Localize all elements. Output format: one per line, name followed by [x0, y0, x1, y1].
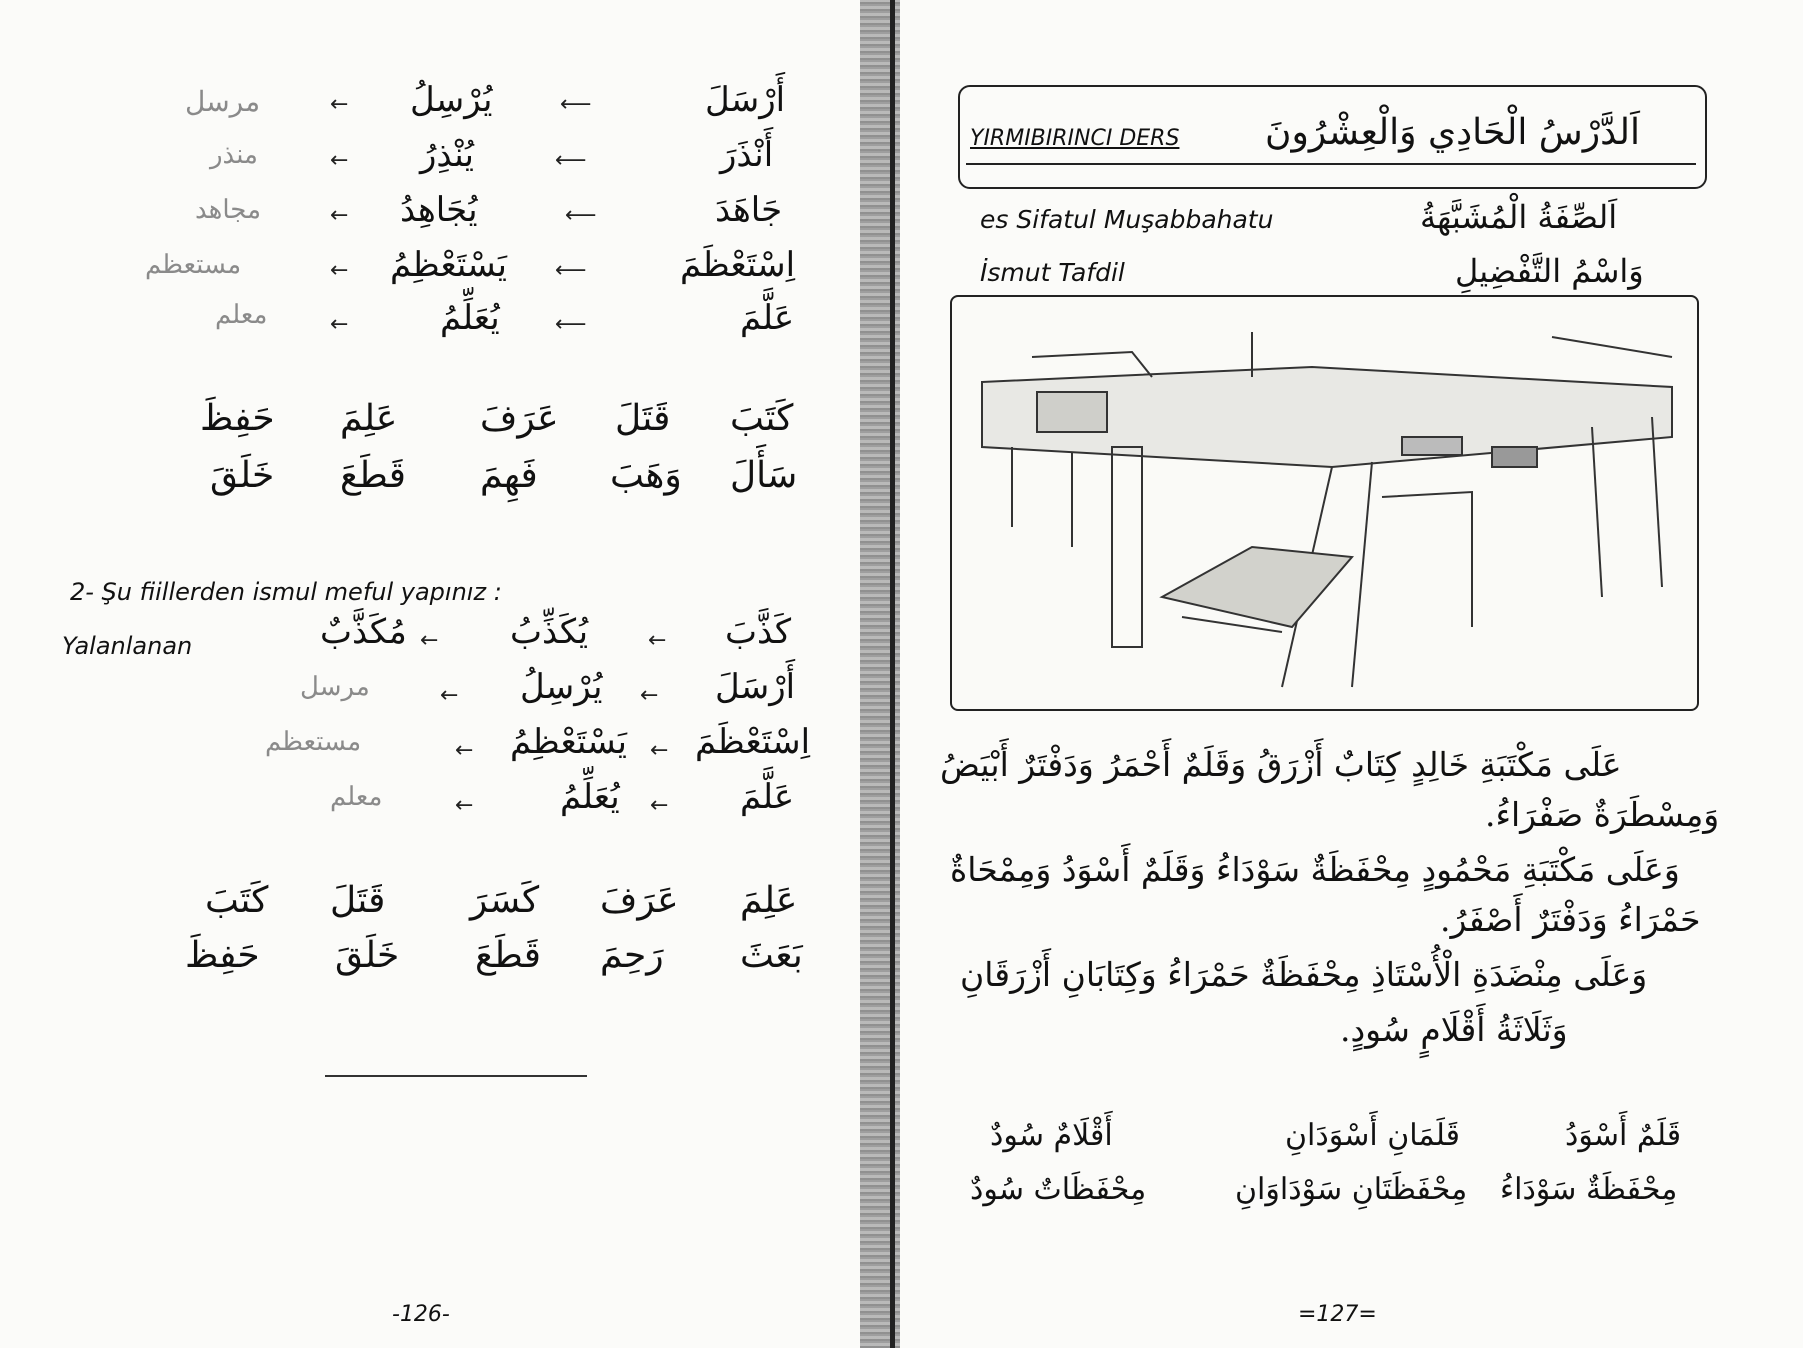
arrow-left-icon: ← [648, 628, 667, 653]
present-verb: يُرْسِلُ [520, 667, 603, 707]
arrow-left-icon: ← [440, 683, 459, 708]
desk-illustration [950, 295, 1699, 711]
present-verb: يُكَذِّبُ [510, 612, 589, 652]
verb: كَتَبَ [205, 880, 269, 921]
verb: عَرَفَ [600, 880, 679, 921]
arrow-left-icon: ← [650, 738, 669, 763]
base-verb: أَرْسَلَ [715, 667, 796, 707]
verb: قَطَعَ [340, 455, 406, 496]
base-verb: كَذَّبَ [725, 612, 792, 652]
result: مُكَذَّبٌ [320, 612, 407, 652]
dual-form: قَلَمَانِ أَسْوَدَانِ [1285, 1118, 1461, 1153]
paragraph-line: وَعَلَى مِنْضَدَةِ الْأُسْتَاذِ مِحْفَظَةٌ حَمْرَاءُ وَكِتَابَانِ أَزْرَقَانِ [960, 955, 1648, 994]
verb: وَهَبَ [610, 455, 682, 496]
verb: سَأَلَ [730, 455, 798, 496]
base-verb: أَنْذَرَ [720, 135, 774, 175]
arrow-left-icon: ⟵ [560, 92, 592, 117]
page-number: =127= [1298, 1302, 1377, 1327]
verb: رَحِمَ [600, 935, 664, 976]
title-underline [966, 163, 1696, 165]
lesson-title-arabic: اَلدَّرْسُ الْحَادِي وَالْعِشْرُونَ [1265, 112, 1640, 153]
arrow-left-icon: ← [330, 258, 349, 283]
present-verb: يَسْتَعْظِمُ [510, 722, 627, 762]
section-divider [325, 1075, 587, 1077]
topic-latin: İsmut Tafdil [980, 258, 1125, 287]
verb: قَطَعَ [475, 935, 541, 976]
paragraph-line: عَلَى مَكْتَبَةِ خَالِدٍ كِتَابٌ أَزْرَقُ وَقَلَمٌ أَحْمَرُ وَدَفْتَرٌ أَبْيَضُ [940, 745, 1622, 784]
singular-form: مِحْفَظَةٌ سَوْدَاءُ [1500, 1172, 1678, 1207]
paragraph-line: وَمِسْطَرَةٌ صَفْرَاءُ. [1485, 795, 1720, 834]
verb: عَلِمَ [740, 880, 798, 921]
base-verb: اِسْتَعْظَمَ [695, 722, 811, 762]
base-verb: اِسْتَعْظَمَ [680, 245, 796, 285]
arrow-left-icon: ← [640, 683, 659, 708]
desk-drawing [952, 297, 1697, 709]
arrow-left-icon: ⟵ [565, 203, 597, 228]
arrow-left-icon: ← [420, 628, 439, 653]
page-number: -126- [392, 1302, 450, 1327]
base-verb: أَرْسَلَ [705, 80, 786, 120]
verb: فَهِمَ [480, 455, 538, 496]
verb: خَلَقَ [210, 455, 275, 496]
verb: عَلِمَ [340, 398, 398, 439]
verb: بَعَثَ [740, 935, 803, 976]
base-verb: جَاهَدَ [715, 190, 783, 230]
handwritten-answer: معلم [215, 300, 268, 330]
base-verb: عَلَّمَ [740, 298, 795, 338]
present-verb: يُنْذِرُ [420, 135, 474, 175]
arrow-left-icon: ← [330, 148, 349, 173]
handwritten-answer: مستعظم [145, 250, 242, 280]
verb: حَفِظَ [185, 935, 260, 976]
arrow-left-icon: ← [330, 203, 349, 228]
gutter-line [890, 0, 895, 1348]
present-verb: يُرْسِلُ [410, 80, 493, 120]
base-verb: عَلَّمَ [740, 777, 795, 817]
topic-arabic: وَاسْمُ التَّفْضِيلِ [1455, 252, 1644, 290]
present-verb: يُعَلِّمُ [560, 777, 620, 817]
arrow-left-icon: ← [330, 312, 349, 337]
margin-note: Yalanlanan [62, 632, 193, 660]
paragraph-line: وَثَلَاثَةُ أَقْلَامٍ سُودٍ. [1340, 1010, 1568, 1049]
handwritten-answer: منذر [210, 140, 258, 170]
present-verb: يُجَاهِدُ [400, 190, 478, 230]
arrow-left-icon: ⟵ [555, 258, 587, 283]
arrow-left-icon: ⟵ [555, 148, 587, 173]
arrow-left-icon: ← [455, 738, 474, 763]
present-verb: يُعَلِّمُ [440, 298, 500, 338]
verb: عَرَفَ [480, 398, 559, 439]
arrow-left-icon: ← [330, 92, 349, 117]
lesson-title-latin: YIRMIBIRINCI DERS [970, 126, 1180, 151]
paragraph-line: حَمْرَاءُ وَدَفْتَرٌ أَصْفَرُ. [1440, 900, 1701, 939]
verb: كَتَبَ [730, 398, 794, 439]
present-verb: يَسْتَعْظِمُ [390, 245, 507, 285]
verb: قَتَلَ [330, 880, 386, 921]
topic-latin: es Sifatul Muşabbahatu [980, 205, 1274, 234]
handwritten-answer: مرسل [300, 672, 370, 702]
topic-arabic: اَلصِّفَةُ الْمُشَبَّهَةُ [1420, 198, 1618, 236]
plural-form: أَقْلَامٌ سُودٌ [990, 1118, 1113, 1153]
arrow-left-icon: ⟵ [555, 312, 587, 337]
handwritten-answer: مرسل [185, 85, 261, 118]
handwritten-answer: مستعظم [265, 727, 362, 757]
arrow-left-icon: ← [455, 793, 474, 818]
plural-form: مِحْفَظَاتٌ سُودٌ [970, 1172, 1147, 1207]
dual-form: مِحْفَظَتَانِ سَوْدَاوَانِ [1235, 1172, 1468, 1207]
arrow-left-icon: ← [650, 793, 669, 818]
handwritten-answer: معلم [330, 782, 383, 812]
singular-form: قَلَمٌ أَسْوَدُ [1565, 1118, 1682, 1153]
verb: كَسَرَ [470, 880, 540, 921]
verb: قَتَلَ [615, 398, 671, 439]
handwritten-answer: مجاهد [195, 195, 261, 225]
verb: حَفِظَ [200, 398, 275, 439]
paragraph-line: وَعَلَى مَكْتَبَةِ مَحْمُودٍ مِحْفَظَةٌ سَوْدَاءُ وَقَلَمٌ أَسْوَدُ وَمِمْحَاةٌ [950, 850, 1680, 889]
exercise-label: 2- Şu fiillerden ismul meful yapınız : [70, 578, 502, 606]
verb: خَلَقَ [335, 935, 400, 976]
